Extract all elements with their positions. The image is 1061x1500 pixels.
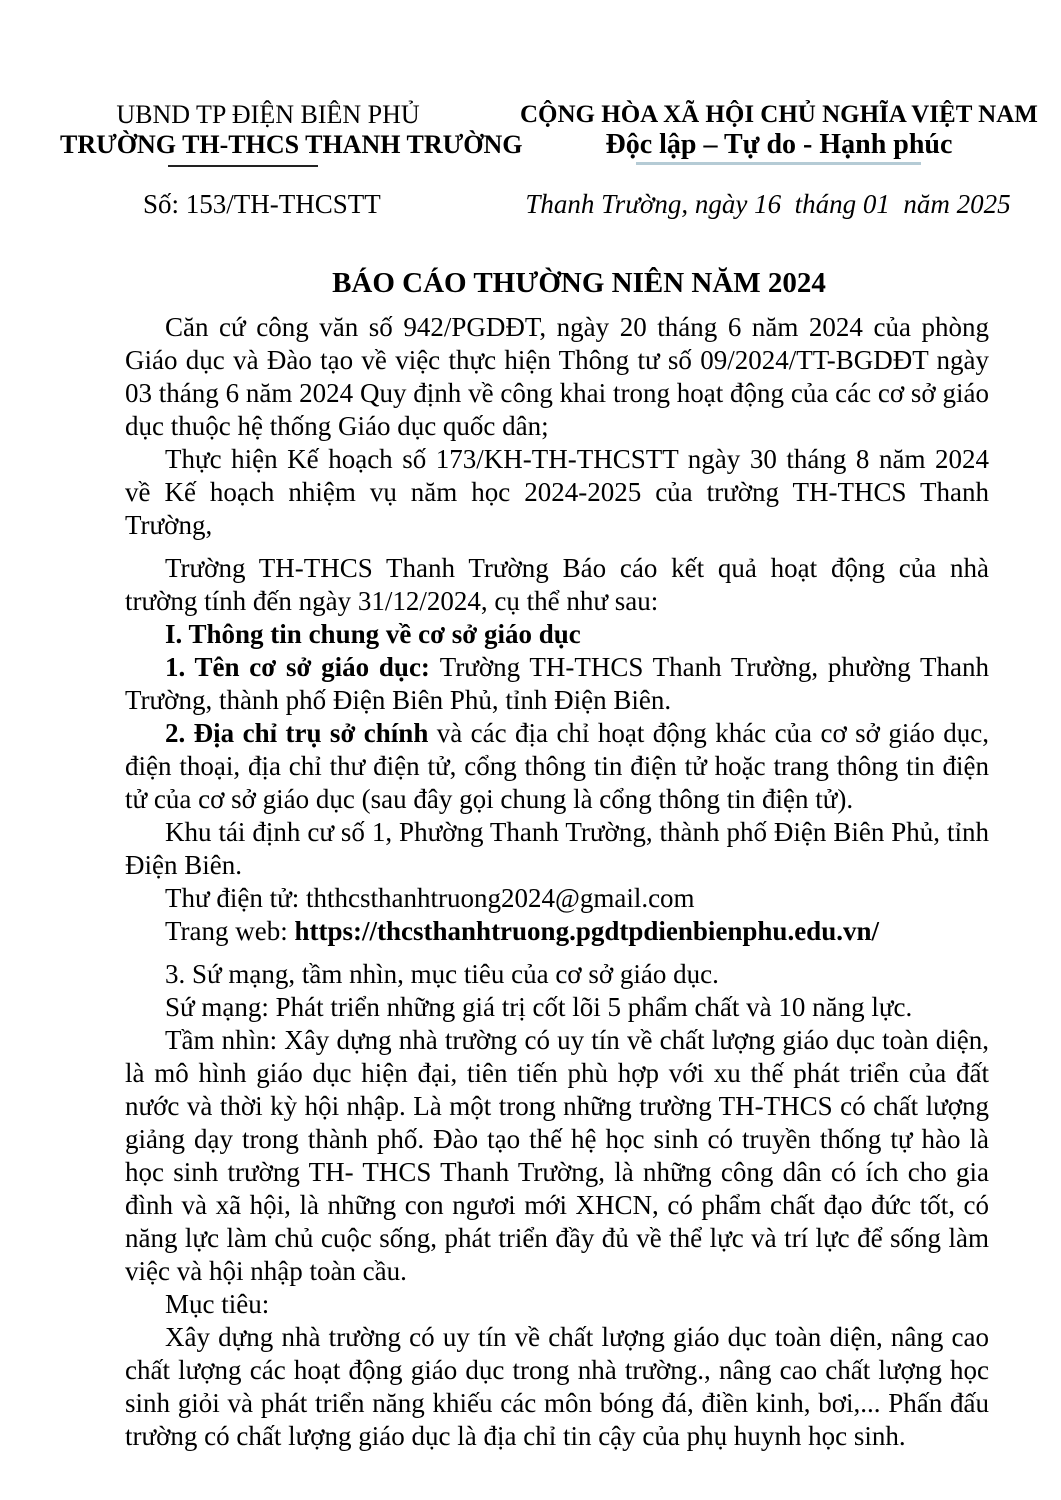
- document-subheader: [0, 189, 1061, 219]
- paragraph-muc-tieu-heading: [125, 1288, 989, 1321]
- paragraph-su-mang-heading: [125, 958, 989, 991]
- header-left-rule: [168, 165, 318, 167]
- text-run: Khu tái định cư số 1, Phường Thanh Trường, thành phố Điện Biên Phủ, tỉnh Điện Biên.: [125, 817, 989, 880]
- paragraph-thuc-hien: [125, 443, 989, 542]
- text-run: Trường TH-THCS Thanh Trường, phường Thanh Trường, thành phố Điện Biên Phủ, tỉnh Điện Biên.: [125, 652, 989, 715]
- text-run: Mục tiêu:: [165, 1289, 270, 1319]
- paragraph-email: [125, 882, 989, 915]
- section-heading-1: [125, 618, 989, 651]
- paragraph-ten-co-so: [125, 651, 989, 717]
- text-run: I. Thông tin chung về cơ sở giáo dục: [165, 619, 581, 649]
- paragraph-su-mang: [125, 991, 989, 1024]
- document-body: [125, 311, 989, 1453]
- text-run: Sứ mạng: Phát triển những giá trị cốt lõi 5 phẩm chất và 10 năng lực.: [165, 992, 913, 1022]
- header-issuing-org: [60, 100, 523, 167]
- text-run: https://thcsthanhtruong.pgdtpdienbienphu.edu.vn/: [294, 916, 879, 946]
- text-run: Xây dựng nhà trường có uy tín về chất lượng giáo dục toàn diện, nâng cao chất lượng các hoạt động giáo dục trong nhà trường., nâng cao chất lượng học sinh giỏi và phát triển năng khiếu các môn bóng đá, điền kinh, bơi,... Phấn đấu trường có chất lượng giáo dục là địa chỉ tin cậy của phụ huynh học sinh.: [125, 1322, 989, 1451]
- text-run: Thực hiện Kế hoạch số 173/KH-TH-THCSTT ngày 30 tháng 8 năm 2024 về Kế hoạch nhiệm vụ năm học 2024-2025 của trường TH-THCS Thanh Trường,: [125, 444, 989, 540]
- paragraph-khu-tai-dinh-cu: [125, 816, 989, 882]
- paragraph-can-cu: [125, 311, 989, 443]
- national-title: CỘNG HÒA XÃ HỘI CHỦ NGHĨA VIỆT NAM: [520, 101, 1038, 128]
- paragraph-bao-cao: [125, 552, 989, 618]
- place-and-date: Thanh Trường, ngày 16 tháng 01 năm 2025: [525, 189, 1011, 219]
- text-run: Tầm nhìn: Xây dựng nhà trường có uy tín về chất lượng giáo dục toàn diện, là mô hình giáo dục hiện đại, tiên tiến phù hợp với xu thế phát triển của đất nước và thời kỳ hội nhập. Là một trong những trường TH-THCS có chất lượng giảng dạy trong thành phố. Đào tạo thế hệ học sinh có truyền thống tự hào là học sinh trường TH- THCS Thanh Trường, là những công dân có ích cho gia đình và xã hội, là những con ngươi mới XHCN, có phẩm chất đạo đức tốt, có năng lực làm chủ cuộc sống, phát triển đầy đủ về thể lực và trí lực để sống làm việc và hội nhập toàn cầu.: [125, 1025, 989, 1286]
- text-run: Căn cứ công văn số 942/PGDĐT, ngày 20 tháng 6 năm 2024 của phòng Giáo dục và Đào tạo về việc thực hiện Thông tư số 09/2024/TT-BGDĐT ngày 03 tháng 6 năm 2024 Quy định về công khai trong hoạt động của các cơ sở giáo dục thuộc hệ thống Giáo dục quốc dân;: [125, 312, 989, 441]
- text-run: Trang web:: [165, 916, 295, 946]
- text-run: 1. Tên cơ sở giáo dục:: [165, 652, 440, 682]
- text-run: Thư điện tử: ththcsthanhtruong2024@gmail.com: [165, 883, 695, 913]
- document-header: [0, 100, 1061, 167]
- text-run: 3. Sứ mạng, tầm nhìn, mục tiêu của cơ sở giáo dục.: [165, 959, 719, 989]
- text-run: Trường TH-THCS Thanh Trường Báo cáo kết quả hoạt động của nhà trường tính đến ngày 31/12/2024, cụ thể như sau:: [125, 553, 989, 616]
- paragraph-tam-nhin: [125, 1024, 989, 1288]
- paragraph-muc-tieu: [125, 1321, 989, 1453]
- text-run: và các địa chỉ hoạt động khác của cơ sở giáo dục, điện thoại, địa chỉ thư điện tử, cổng thông tin điện tử hoặc trang thông tin điện tử của cơ sở giáo dục (sau đây gọi chung là cổng thông tin điện tử).: [125, 718, 989, 814]
- header-national-motto: [520, 100, 1038, 167]
- text-run: 2. Địa chỉ trụ sở chính: [165, 718, 437, 748]
- org-parent-name: UBND TP ĐIỆN BIÊN PHỦ: [116, 100, 420, 129]
- document-title: BÁO CÁO THƯỜNG NIÊN NĂM 2024: [332, 267, 826, 299]
- header-right-rule: [636, 162, 921, 165]
- national-motto: Độc lập – Tự do - Hạnh phúc: [605, 129, 953, 160]
- org-school-name: TRƯỜNG TH-THCS THANH TRƯỜNG: [60, 130, 523, 159]
- paragraph-website: [125, 915, 989, 948]
- document-number: Số: 153/TH-THCSTT: [143, 189, 381, 219]
- paragraph-dia-chi: [125, 717, 989, 816]
